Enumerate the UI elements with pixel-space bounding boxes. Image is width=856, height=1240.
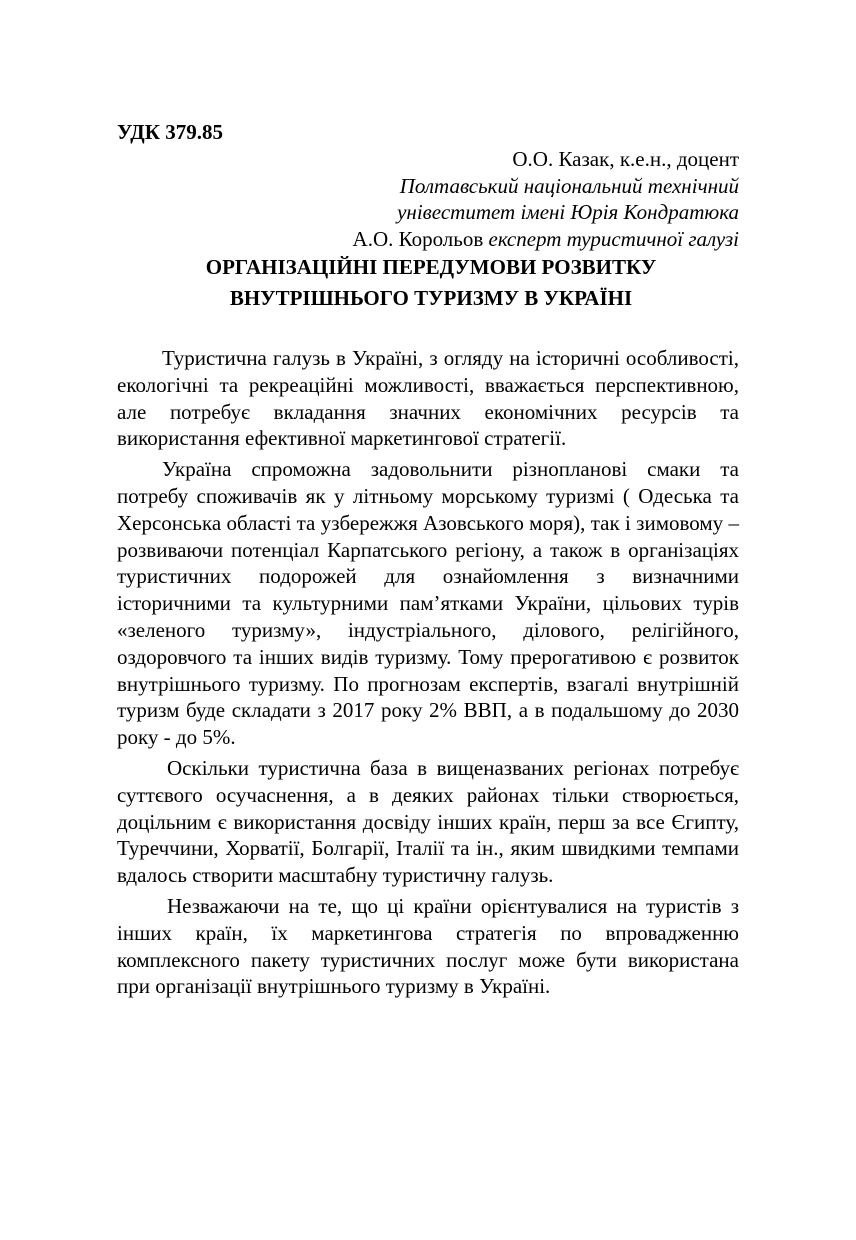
udk-code: УДК 379.85	[117, 120, 223, 144]
title-line-1: ОРГАНІЗАЦІЙНІ ПЕРЕДУМОВИ РОЗВИТКУ	[205, 255, 657, 279]
affiliation-line-1: Полтавський національний технічний	[399, 173, 739, 198]
author-2-role: експерт туристичної галузі	[488, 226, 739, 251]
author-2	[117, 226, 739, 253]
article-body	[117, 345, 739, 1000]
author-2-name: А.О. Корольов	[352, 226, 489, 251]
paragraph: Туристична галузь в Україні, з огляду на історичні особливості, екологічні та рекреаційні можливості, вважається перспективною, але потребує вкладання значних економічних ресурсів та використання ефективної маркетингової стратегії.	[117, 346, 739, 451]
paragraph: Оскільки туристична база в вищеназваних регіонах потребує суттєвого осучаснення, а в деяких районах тільки створюється, доцільним є використання досвіду інших країн, перш за все Єгипту, Туреччини, Хорватії, Болгарії, Італії та ін., яким швидкими темпами вдалось створити масштабну туристичну галузь.	[117, 755, 739, 888]
title-line-2: ВНУТРІШНЬОГО ТУРИЗМУ В УКРАЇНІ	[229, 286, 633, 310]
author-block	[117, 146, 739, 252]
article-title	[117, 252, 739, 314]
author-1: О.О. Казак, к.е.н., доцент	[512, 147, 739, 171]
paragraph: Україна спроможна задовольнити різнопланові смаки та потребу споживачів як у літньому морському туризмі ( Одеська та Херсонська області та узбережжя Азовського моря), так і зимовому – розвиваючи потенціал Карпатського регіону, а також в організаціях туристичних подорожей для ознайомлення з визначними історичними та культурними пам’ятками України, цільових турів «зеленого туризму», індустріального, ділового, релігійного, оздоровчого та інших видів туризму. Тому прерогативою є розвиток внутрішнього туризму. По прогнозам експертів, взагалі внутрішній туризм буде складати з 2017 року 2% ВВП, а в подальшому до 2030 року - до 5%.	[117, 457, 739, 750]
affiliation-line-2: унівеститет імені Юрія Кондратюка	[397, 200, 739, 224]
paragraph: Незважаючи на те, що ці країни орієнтувалися на туристів з інших країн, їх маркетингова стратегія по впровадженню комплексного пакету туристичних послуг може бути використана при організації внутрішнього туризму в Україні.	[117, 893, 739, 999]
document-page	[117, 118, 739, 1004]
